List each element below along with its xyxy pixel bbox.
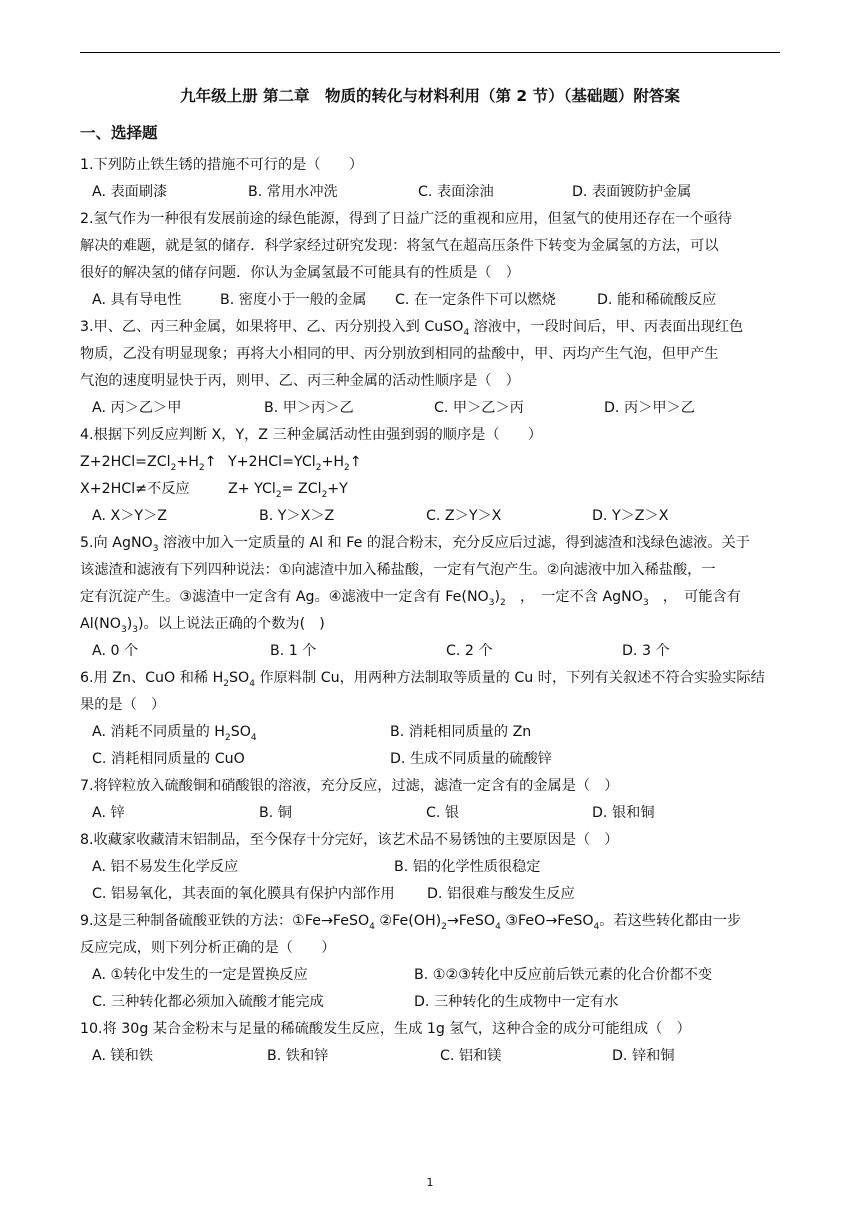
- option-b[interactable]: B. 铝的化学性质很稳定: [394, 859, 541, 875]
- subscript: 2: [500, 597, 506, 608]
- text: →FeSO: [446, 913, 496, 929]
- option-d[interactable]: D. 生成不同质量的硫酸锌: [390, 751, 552, 767]
- option-d[interactable]: D. 表面镀防护金属: [572, 184, 692, 200]
- option-c[interactable]: C. 银: [426, 805, 460, 821]
- question-2-stem-line-3: 很好的解决氢的储存问题．你认为金属氢最不可能具有的性质是（ ）: [80, 265, 520, 281]
- option-c[interactable]: C. 铝易氧化，其表面的氧化膜具有保护内部作用: [92, 886, 395, 902]
- text: = ZCl: [281, 481, 322, 497]
- option-a[interactable]: A. 铝不易发生化学反应: [92, 859, 239, 875]
- option-d[interactable]: D. 锌和铜: [612, 1048, 675, 1064]
- subscript: 2: [198, 462, 205, 473]
- option-d[interactable]: D. 3 个: [622, 643, 670, 659]
- subscript: 2: [315, 462, 322, 473]
- text: +H: [321, 454, 345, 470]
- text: 6.用 Zn、CuO 和稀 H: [80, 670, 224, 686]
- question-4-reactions-line-2: [80, 476, 780, 503]
- text: 。若这些转化都由一步: [599, 913, 742, 929]
- question-10-options: [80, 1043, 780, 1070]
- text: Z+2HCl=ZCl: [80, 454, 171, 470]
- question-3-stem-line-2: 物质，乙没有明显现象；再将大小相同的甲、丙分别放到相同的盐酸中，甲、丙均产生气泡，但甲产生: [80, 346, 719, 362]
- text: ， 一定不含 AgNO: [505, 589, 643, 605]
- option-c[interactable]: C. 消耗相同质量的 CuO: [92, 751, 245, 767]
- subscript: 2: [344, 462, 350, 473]
- text: SO: [230, 724, 251, 740]
- subscript: 2: [321, 489, 328, 500]
- question-1-stem: 1.下列防止铁生锈的措施不可行的是（ ）: [80, 157, 364, 173]
- option-a[interactable]: A. 锌: [92, 805, 125, 821]
- question-5-stem-line-3: [80, 584, 780, 611]
- subscript: 2: [223, 678, 229, 689]
- text: 定有沉淀产生。③滤渣中一定含有 Ag。④滤液中一定含有 Fe(NO: [80, 589, 489, 605]
- subscript: 4: [463, 327, 470, 338]
- option-b[interactable]: B. 常用水冲洗: [248, 184, 338, 200]
- reaction-1: [80, 449, 228, 476]
- question-9-stem-line-2: 反应完成，则下列分析正确的是（ ）: [80, 940, 336, 956]
- text: 溶液中，一段时间后，甲、丙表面出现红色: [469, 319, 744, 335]
- subscript: 3: [488, 597, 495, 608]
- subscript: 2: [441, 921, 447, 932]
- question-5-options: [80, 638, 780, 665]
- question-6-options-row-1: [80, 719, 780, 746]
- subscript: 2: [170, 462, 177, 473]
- subscript: 3: [642, 597, 649, 608]
- subscript: 4: [495, 921, 501, 932]
- option-c[interactable]: C. 铝和镁: [440, 1048, 502, 1064]
- option-c[interactable]: C. Z＞Y＞X: [426, 508, 502, 524]
- question-3-options: [80, 395, 780, 422]
- question-5-stem-line-2: 该滤渣和滤液有下列四种说法：①向滤渣中加入稀盐酸，一定有气泡产生。②向滤液中加入稀盐酸，一: [80, 562, 716, 578]
- text: 作原料制 Cu，用两种方法制取等质量的 Cu 时，下列有关叙述不符合实验实际结: [254, 670, 765, 686]
- question-4-stem: 4.根据下列反应判断 X，Y，Z 三种金属活动性由强到弱的顺序是（ ）: [80, 427, 543, 443]
- option-b[interactable]: B. Y＞X＞Z: [259, 508, 335, 524]
- text: ↑: [204, 454, 217, 470]
- text: 9.这是三种制备硫酸亚铁的方法：①Fe→FeSO: [80, 913, 370, 929]
- question-1-options: [80, 179, 780, 206]
- subscript: 4: [249, 678, 255, 689]
- option-a[interactable]: A. X＞Y＞Z: [92, 508, 167, 524]
- question-8-options-row-1: [80, 854, 780, 881]
- reaction-2: [228, 454, 362, 473]
- question-9-stem-line-1: [80, 908, 780, 935]
- question-10-stem: 10.将 30g 某合金粉末与足量的稀硫酸发生反应，生成 1g 氢气，这种合金的成分可能组成（ ）: [80, 1021, 691, 1037]
- text: ， 可能含有: [648, 589, 741, 605]
- subscript: 4: [250, 732, 257, 743]
- question-6-stem-line-2: 果的是（ ）: [80, 697, 166, 713]
- question-6-stem-line-1: [80, 665, 780, 692]
- option-c[interactable]: C. 在一定条件下可以燃烧: [395, 292, 556, 308]
- option-a[interactable]: A. 表面刷漆: [92, 184, 168, 200]
- reaction-3: X+2HCl≠不反应: [80, 481, 190, 497]
- text: A. 消耗不同质量的 H: [92, 724, 225, 740]
- option-d[interactable]: D. Y＞Z＞X: [592, 508, 669, 524]
- text: 溶液中加入一定质量的 Al 和 Fe 的混合粉末，充分反应后过滤，得到滤渣和浅绿色滤液。关于: [158, 535, 750, 551]
- text: +Y: [327, 481, 348, 497]
- question-7-options: [80, 800, 780, 827]
- section-heading: 一、选择题: [80, 124, 158, 142]
- question-3-stem-line-1: [80, 314, 780, 341]
- subscript: 4: [369, 921, 375, 932]
- option-a[interactable]: A. 镁和铁: [92, 1048, 154, 1064]
- option-a[interactable]: A. 丙＞乙＞甲: [92, 400, 182, 416]
- question-7-stem: 7.将锌粒放入硫酸铜和硝酸银的溶液，充分反应，过滤，滤渣一定含有的金属是（ ）: [80, 778, 619, 794]
- question-9-options-row-1: [80, 962, 780, 989]
- reaction-4: [228, 481, 348, 500]
- option-a[interactable]: A. ①转化中发生的一定是置换反应: [92, 967, 308, 983]
- text: SO: [229, 670, 250, 686]
- header-rule: [80, 52, 780, 53]
- subscript: 2: [275, 489, 282, 500]
- option-b[interactable]: B. 1 个: [270, 643, 317, 659]
- option-d[interactable]: D. 三种转化的生成物中一定有水: [414, 994, 619, 1010]
- text: ③FeO→FeSO: [500, 913, 594, 929]
- question-3-stem-line-3: 气泡的速度明显快于丙，则甲、乙、丙三种金属的活动性顺序是（ ）: [80, 373, 520, 389]
- text: Y+2HCl=YCl: [228, 454, 316, 470]
- option-c[interactable]: C. 表面涂油: [418, 184, 494, 200]
- subscript: 2: [224, 732, 231, 743]
- text: ): [126, 616, 133, 632]
- subscript: 3: [120, 624, 127, 635]
- question-2-stem-line-2: 解决的难题，就是氢的储存．科学家经过研究发现：将氢气在超高压条件下转变为金属氢的方法，可以: [80, 238, 719, 254]
- option-c[interactable]: C. 甲＞乙＞丙: [434, 400, 524, 416]
- option-c[interactable]: C. 2 个: [446, 643, 493, 659]
- text: Z+ YCl: [228, 481, 276, 497]
- option-d[interactable]: D. 能和稀硫酸反应: [597, 292, 717, 308]
- text: +H: [176, 454, 199, 470]
- subscript: 3: [132, 624, 138, 635]
- option-d[interactable]: D. 银和铜: [592, 805, 655, 821]
- option-b[interactable]: B. 甲＞丙＞乙: [264, 400, 354, 416]
- question-9-options-row-2: [80, 989, 780, 1016]
- option-c[interactable]: C. 三种转化都必须加入硫酸才能完成: [92, 994, 324, 1010]
- option-d[interactable]: D. 丙＞甲＞乙: [604, 400, 695, 416]
- option-d[interactable]: D. 铝很难与酸发生反应: [427, 886, 575, 902]
- question-8-options-row-2: [80, 881, 780, 908]
- option-a[interactable]: A. 0 个: [92, 643, 139, 659]
- option-b[interactable]: B. 铁和锌: [267, 1048, 329, 1064]
- text: 3.甲、乙、丙三种金属，如果将甲、乙、丙分别投入到 CuSO: [80, 319, 464, 335]
- text: ↑: [349, 454, 362, 470]
- question-list: [80, 152, 780, 1070]
- text: )。以上说法正确的个数为( ): [137, 616, 325, 632]
- option-b[interactable]: B. 消耗相同质量的 Zn: [390, 724, 532, 740]
- subscript: 3: [152, 543, 159, 554]
- question-4-options: [80, 503, 780, 530]
- text: ): [494, 589, 501, 605]
- text: 5.向 AgNO: [80, 535, 153, 551]
- question-8-stem: 8.收藏家收藏清末铝制品，至今保存十分完好，该艺术品不易锈蚀的主要原因是（ ）: [80, 832, 619, 848]
- question-5-stem-line-1: [80, 530, 780, 557]
- question-5-stem-line-4: [80, 611, 780, 638]
- option-a[interactable]: A. 具有导电性: [92, 292, 182, 308]
- option-b[interactable]: B. ①②③转化中反应前后铁元素的化合价都不变: [414, 967, 713, 983]
- question-2-stem-line-1: 2.氢气作为一种很有发展前途的绿色能源，得到了日益广泛的重视和应用，但氢气的使用还存在一个亟待: [80, 211, 732, 227]
- question-6-options-row-2: [80, 746, 780, 773]
- question-2-options: [80, 287, 780, 314]
- option-b[interactable]: B. 密度小于一般的金属: [220, 292, 367, 308]
- document-title: 九年级上册 第二章 物质的转化与材料利用（第 2 节）（基础题）附答案: [180, 87, 680, 105]
- option-a[interactable]: [92, 719, 390, 746]
- text: Al(NO: [80, 616, 121, 632]
- question-4-reactions-line-1: [80, 449, 780, 476]
- page-number: 1: [426, 1176, 434, 1189]
- option-b[interactable]: B. 铜: [259, 805, 292, 821]
- subscript: 4: [593, 921, 600, 932]
- text: ②Fe(OH): [374, 913, 442, 929]
